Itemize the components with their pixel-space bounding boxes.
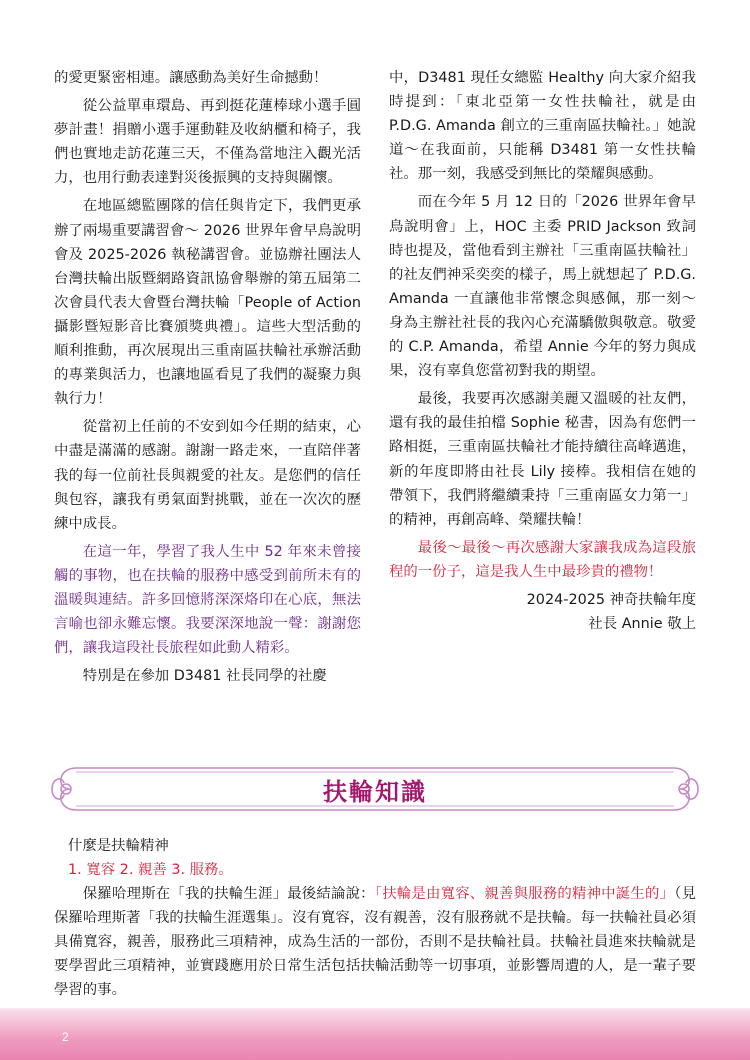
paragraph: 特別是在參加 D3481 社長同學的社慶 [82, 668, 327, 685]
paragraph: 在地區總監團隊的信任與肯定下，我們更承辦了兩場重要講習會～ 2026 世界年會早鳥說明會及 2025-2026 執秘講習會。並協辦社團法人台灣扶輪出版暨網路資訊協會舉辦的第五屆第二次會員代表大會暨台灣扶輪「People of Action 攝影暨短影音比賽頒獎典禮」。這些大型活動的順利推動，再次展現出三重南區扶輪社承辦活動的專業與活力，也讓地區看見了我們的凝聚力與執行力！ [54, 198, 361, 408]
highlighted-paragraph: 在這一年，學習了我人生中 52 年來未曾接觸的事物，也在扶輪的服務中感受到前所未有的溫暖與連結。許多回憶將深深烙印在心底，無法言喻也卻永難忘懷。我要深深地說一聲：謝謝您們，讓我這段社長旅程如此動人精彩。 [54, 543, 361, 657]
section-title: 扶輪知識 [323, 778, 427, 806]
right-column [389, 66, 696, 636]
spirit-list: 1. 寬容 2. 親善 3. 服務。 [68, 862, 233, 878]
signature-block [389, 588, 696, 636]
left-column [54, 66, 361, 692]
paragraph: 從當初上任前的不安到如今任期的結束，心中盡是滿滿的感謝。謝謝一路走來，一直陪伴著我的每一位前社長與親愛的社友。是您們的信任與包容，讓我有勇氣面對挑戰，並在一次次的歷練中成長。 [54, 419, 361, 532]
body-rest: （見保羅哈理斯著「我的扶輪生涯選集」。沒有寬容，沒有親善，沒有服務就不是扶輪。每一扶輪社員必須具備寬容，親善，服務此三項精神，成為生活的一部份，否則不是扶輪社員。扶輪社員進來扶輪就是要學習此三項精神，並實踐應用於日常生活包括扶輪活動等一切事項，並影響周遭的人，是一輩子要學習的事。 [54, 886, 696, 998]
highlighted-paragraph: 最後～最後～再次感謝大家讓我成為這段旅程的一份子，這是我人生中最珍貴的禮物！ [389, 539, 696, 580]
explanation-paragraph [54, 882, 696, 1002]
paragraph: 而在今年 5 月 12 日的「2026 世界年會早鳥說明會」上，HOC 主委 PRID Jackson 致詞時也提及，當他看到主辦社「三重南區扶輪社」的社友們神采奕奕的樣子，馬上就想起了 P.D.G. Amanda 一直讓他非常懷念與感佩，那一刻～身為主辦社社長的我內心充滿驕傲與敬意。敬愛的 C.P. Amanda，希望 Annie 今年的努力與成果，沒有辜負您當初對我的期望。 [389, 194, 696, 380]
quote-highlight: 「扶輪是由寬容、親善與服務的精神中誕生的」 [374, 886, 675, 902]
section-header-frame [48, 756, 702, 822]
paragraph: 中，D3481 現任女總監 Healthy 向大家介紹我時提到：「東北亞第一女性扶輪社，就是由 P.D.G. Amanda 創立的三重南區扶輪社。」她說道～在我面前，只能稱 D3481 第一女性扶輪社。那一刻，我感受到無比的榮耀與感動。 [389, 70, 696, 183]
paragraph: 的愛更緊密相連。讓感動為美好生命撼動！ [54, 70, 328, 86]
paragraph: 從公益單車環島、再到挺花蓮棒球小選手圓夢計畫！捐贈小選手運動鞋及收納櫃和椅子，我們也實地走訪花蓮三天，不僅為當地注入觀光活力，也用行動表達對災後振興的支持與關懷。 [54, 98, 361, 187]
signature-year: 2024-2025 神奇扶輪年度 [526, 591, 696, 608]
question-heading: 什麼是扶輪精神 [68, 838, 169, 854]
body-prefix: 保羅哈理斯在「我的扶輪生涯」最後結論說： [82, 886, 375, 902]
paragraph: 最後，我要再次感謝美麗又溫暖的社友們，還有我的最佳拍檔 Sophie 秘書，因為有您們一路相挺，三重南區扶輪社才能持續往高峰邁進，新的年度即將由社長 Lily 接棒。我相信在她的帶領下，我們將繼續秉持「三重南區女力第一」的精神，再創高峰、榮耀扶輪！ [389, 391, 696, 528]
knowledge-section [54, 834, 696, 1002]
footer-band [0, 1012, 750, 1060]
page-number: 2 [62, 1030, 69, 1044]
signature-name: 社長 Annie 敬上 [588, 615, 696, 632]
